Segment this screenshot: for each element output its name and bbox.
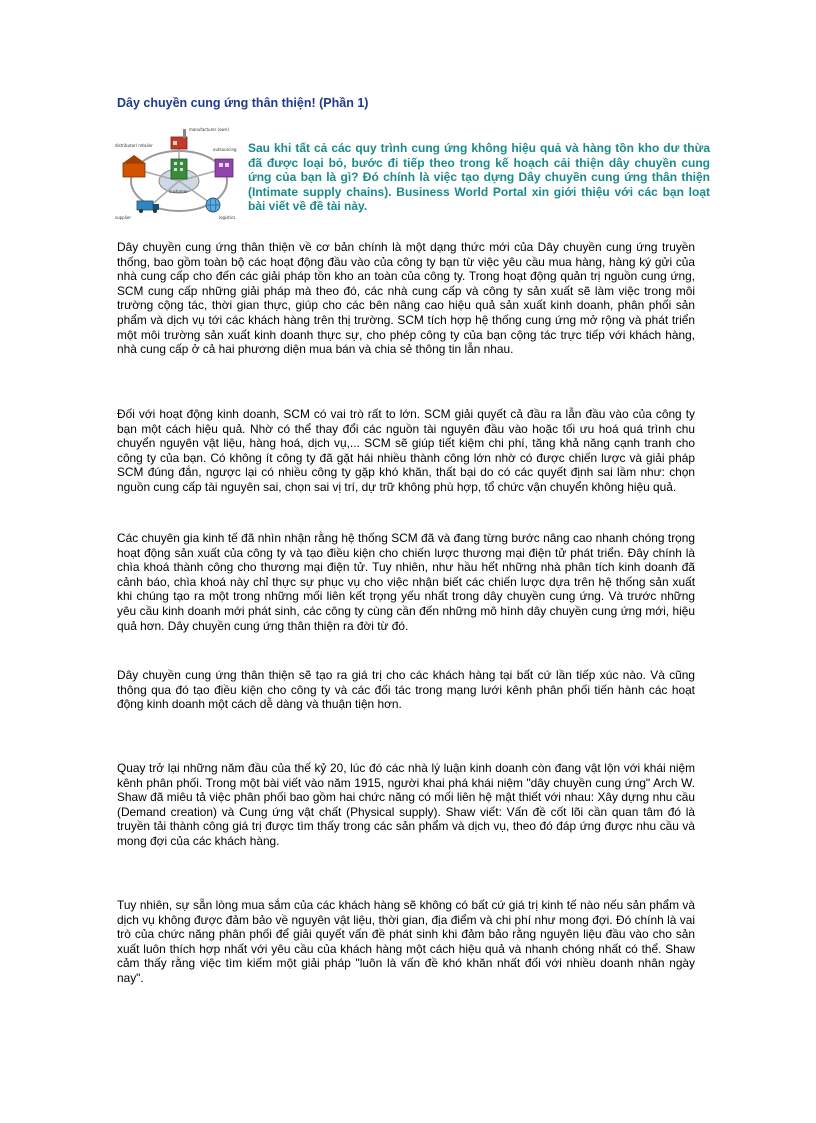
warehouse-icon <box>123 155 145 177</box>
supply-chain-diagram <box>113 125 245 221</box>
body-paragraph: Tuy nhiên, sự sẵn lòng mua sắm của các khách hàng sẽ không có bất cứ giá trị kinh tế nào nếu sản phẩm và dịch vụ không được đảm bảo về nguyên vật liệu, thời gian, địa điểm và chi phí như mong đợi. Đó chính là vai trò của chức năng phân phối để giải quyết vấn đề phát sinh khi đảm bảo rằng nguyên liệu đầu vào cho sản xuất luôn thích hợp nhất với yêu cầu của khách hàng một cách hiệu quả và nhanh chóng nhất có thể. Shaw cảm thấy rằng việc tìm kiếm một giải pháp "luôn là vấn đề khó khăn nhất đối với nhiều doanh nhân ngày nay". <box>117 898 695 985</box>
figure-label: outsourcing <box>213 147 237 152</box>
article-title: Dây chuyền cung ứng thân thiện! (Phần 1) <box>117 96 369 110</box>
figure-label: logistics <box>219 215 236 220</box>
body-paragraph: Quay trở lại những năm đầu của thế kỷ 20, lúc đó các nhà lý luận kinh doanh còn đang vật lộn với khái niệm kênh phân phối. Trong một bài viết vào năm 1915, người khai phá khái niệm "dây chuyền cung ứng" Arch W. Shaw đã miêu tả việc phân phối bao gồm hai chức năng có mối liên hệ mật thiết với nhau: Xây dựng nhu cầu (Demand creation) và Cung ứng vật chất (Physical supply). Shaw viết: Vấn đề cốt lõi cần quan tâm đó là truyền tải thành công giá trị được tìm thấy trong các sản phẩm và dịch vụ, theo đó đáp ứng được nhu cầu và mong đợi của các khách hàng. <box>117 761 695 848</box>
globe-icon <box>206 198 220 212</box>
building-icon <box>215 159 233 177</box>
figure-label: customer <box>169 189 188 194</box>
factory-icon <box>171 129 187 149</box>
body-paragraph: Đối với hoạt động kinh doanh, SCM có vai trò rất to lớn. SCM giải quyết cả đầu ra lẫn đầu vào của công ty bạn một cách hiệu quả. Nhờ có thể thay đổi các nguồn tài nguyên đầu vào hoặc tối ưu hoá quá trình chu chuyển nguyên vật liệu, hàng hoá, dịch vụ,... SCM sẽ giúp tiết kiệm chi phí, tăng khả năng cạnh tranh cho công ty của bạn. Có không ít công ty đã gặt hái nhiều thành công lớn nhờ có được chiến lược và giải pháp SCM đúng đắn, ngược lại có nhiều công ty gặp khó khăn, thất bại do có các quyết định sai lầm như: chọn nguồn cung cấp tài nguyên sai, chọn sai vị trí, dự trữ không phù hợp, tổ chức vận chuyển không hiệu quả. <box>117 407 695 494</box>
truck-icon <box>137 201 159 213</box>
body-paragraph: Các chuyên gia kinh tế đã nhìn nhận rằng hệ thống SCM đã và đang từng bước nâng cao nhanh chóng trọng hoạt động sản xuất của công ty và tạo điều kiện cho chiến lược thương mại điện tử phát triển. Đây chính là chìa khoá thành công cho thương mại điện tử. Tuy nhiên, như hầu hết những nhà phân tích kinh doanh đã cảnh báo, chìa khoá này chỉ thực sự phục vụ cho việc nhận biết các chiến lược dựa trên hệ thống sản xuất khi chúng tạo ra một trong những mối liên kết trọng yếu nhất trong dây chuyền cung ứng. Và trước những yêu cầu kinh doanh mới phát sinh, các công ty cùng cần đến những mô hình dây chuyền cung ứng mới, hiệu quả hơn. Dây chuyền cung ứng thân thiện ra đời từ đó. <box>117 531 695 633</box>
figure-label: manufacturer (own) <box>189 127 229 132</box>
figure-label: supplier <box>115 215 132 220</box>
building-icon <box>171 159 187 179</box>
body-paragraph: Dây chuyền cung ứng thân thiện về cơ bản chính là một dạng thức mới của Dây chuyền cung ứng truyền thống, bao gồm toàn bộ các hoạt động đầu vào của công ty bạn từ việc yêu cầu mua hàng, hàng ký gửi của nhà cung cấp cho đến các giải pháp tồn kho an toàn của công ty. Trong hoạt động quản trị nguồn cung ứng, SCM cung cấp những giải pháp mà theo đó, các nhà cung cấp và công ty sản xuất sẽ làm việc trong môi trường cộng tác, thời gian thực, giúp cho các bên nâng cao hiệu quả sản xuất kinh doanh, phân phối sản phẩm và dịch vụ tới các khách hàng trên thị trường. SCM tích hợp hệ thống cung ứng mở rộng và phát triển một môi trường sản xuất kinh doanh thực sự, cho phép công ty của bạn cộng tác trực tiếp với khách hàng, nhà cung cấp ở cả hai phương diện mua bán và chia sẻ thông tin lẫn nhau. <box>117 240 695 357</box>
figure-label: distributor/ retailer <box>115 143 153 148</box>
intro-paragraph: Sau khi tất cả các quy trình cung ứng không hiệu quả và hàng tồn kho dư thừa đã được loại bỏ, bước đi tiếp theo trong kế hoạch cải thiện dây chuyền cung ứng của bạn là gì? Đó chính là việc tạo dựng Dây chuyền cung ứng thân thiện (Intimate supply chains). Business World Portal xin giới thiệu với các bạn loạt bài viết về đề tài này. <box>248 141 710 213</box>
body-paragraph: Dây chuyền cung ứng thân thiện sẽ tạo ra giá trị cho các khách hàng tại bất cứ lần tiếp xúc nào. Và cũng thông qua đó tạo điều kiện cho công ty và các đối tác trong mạng lưới kênh phân phối tiến hành các hoạt động kinh doanh một cách dễ dàng và thuận tiện hơn. <box>117 668 695 712</box>
